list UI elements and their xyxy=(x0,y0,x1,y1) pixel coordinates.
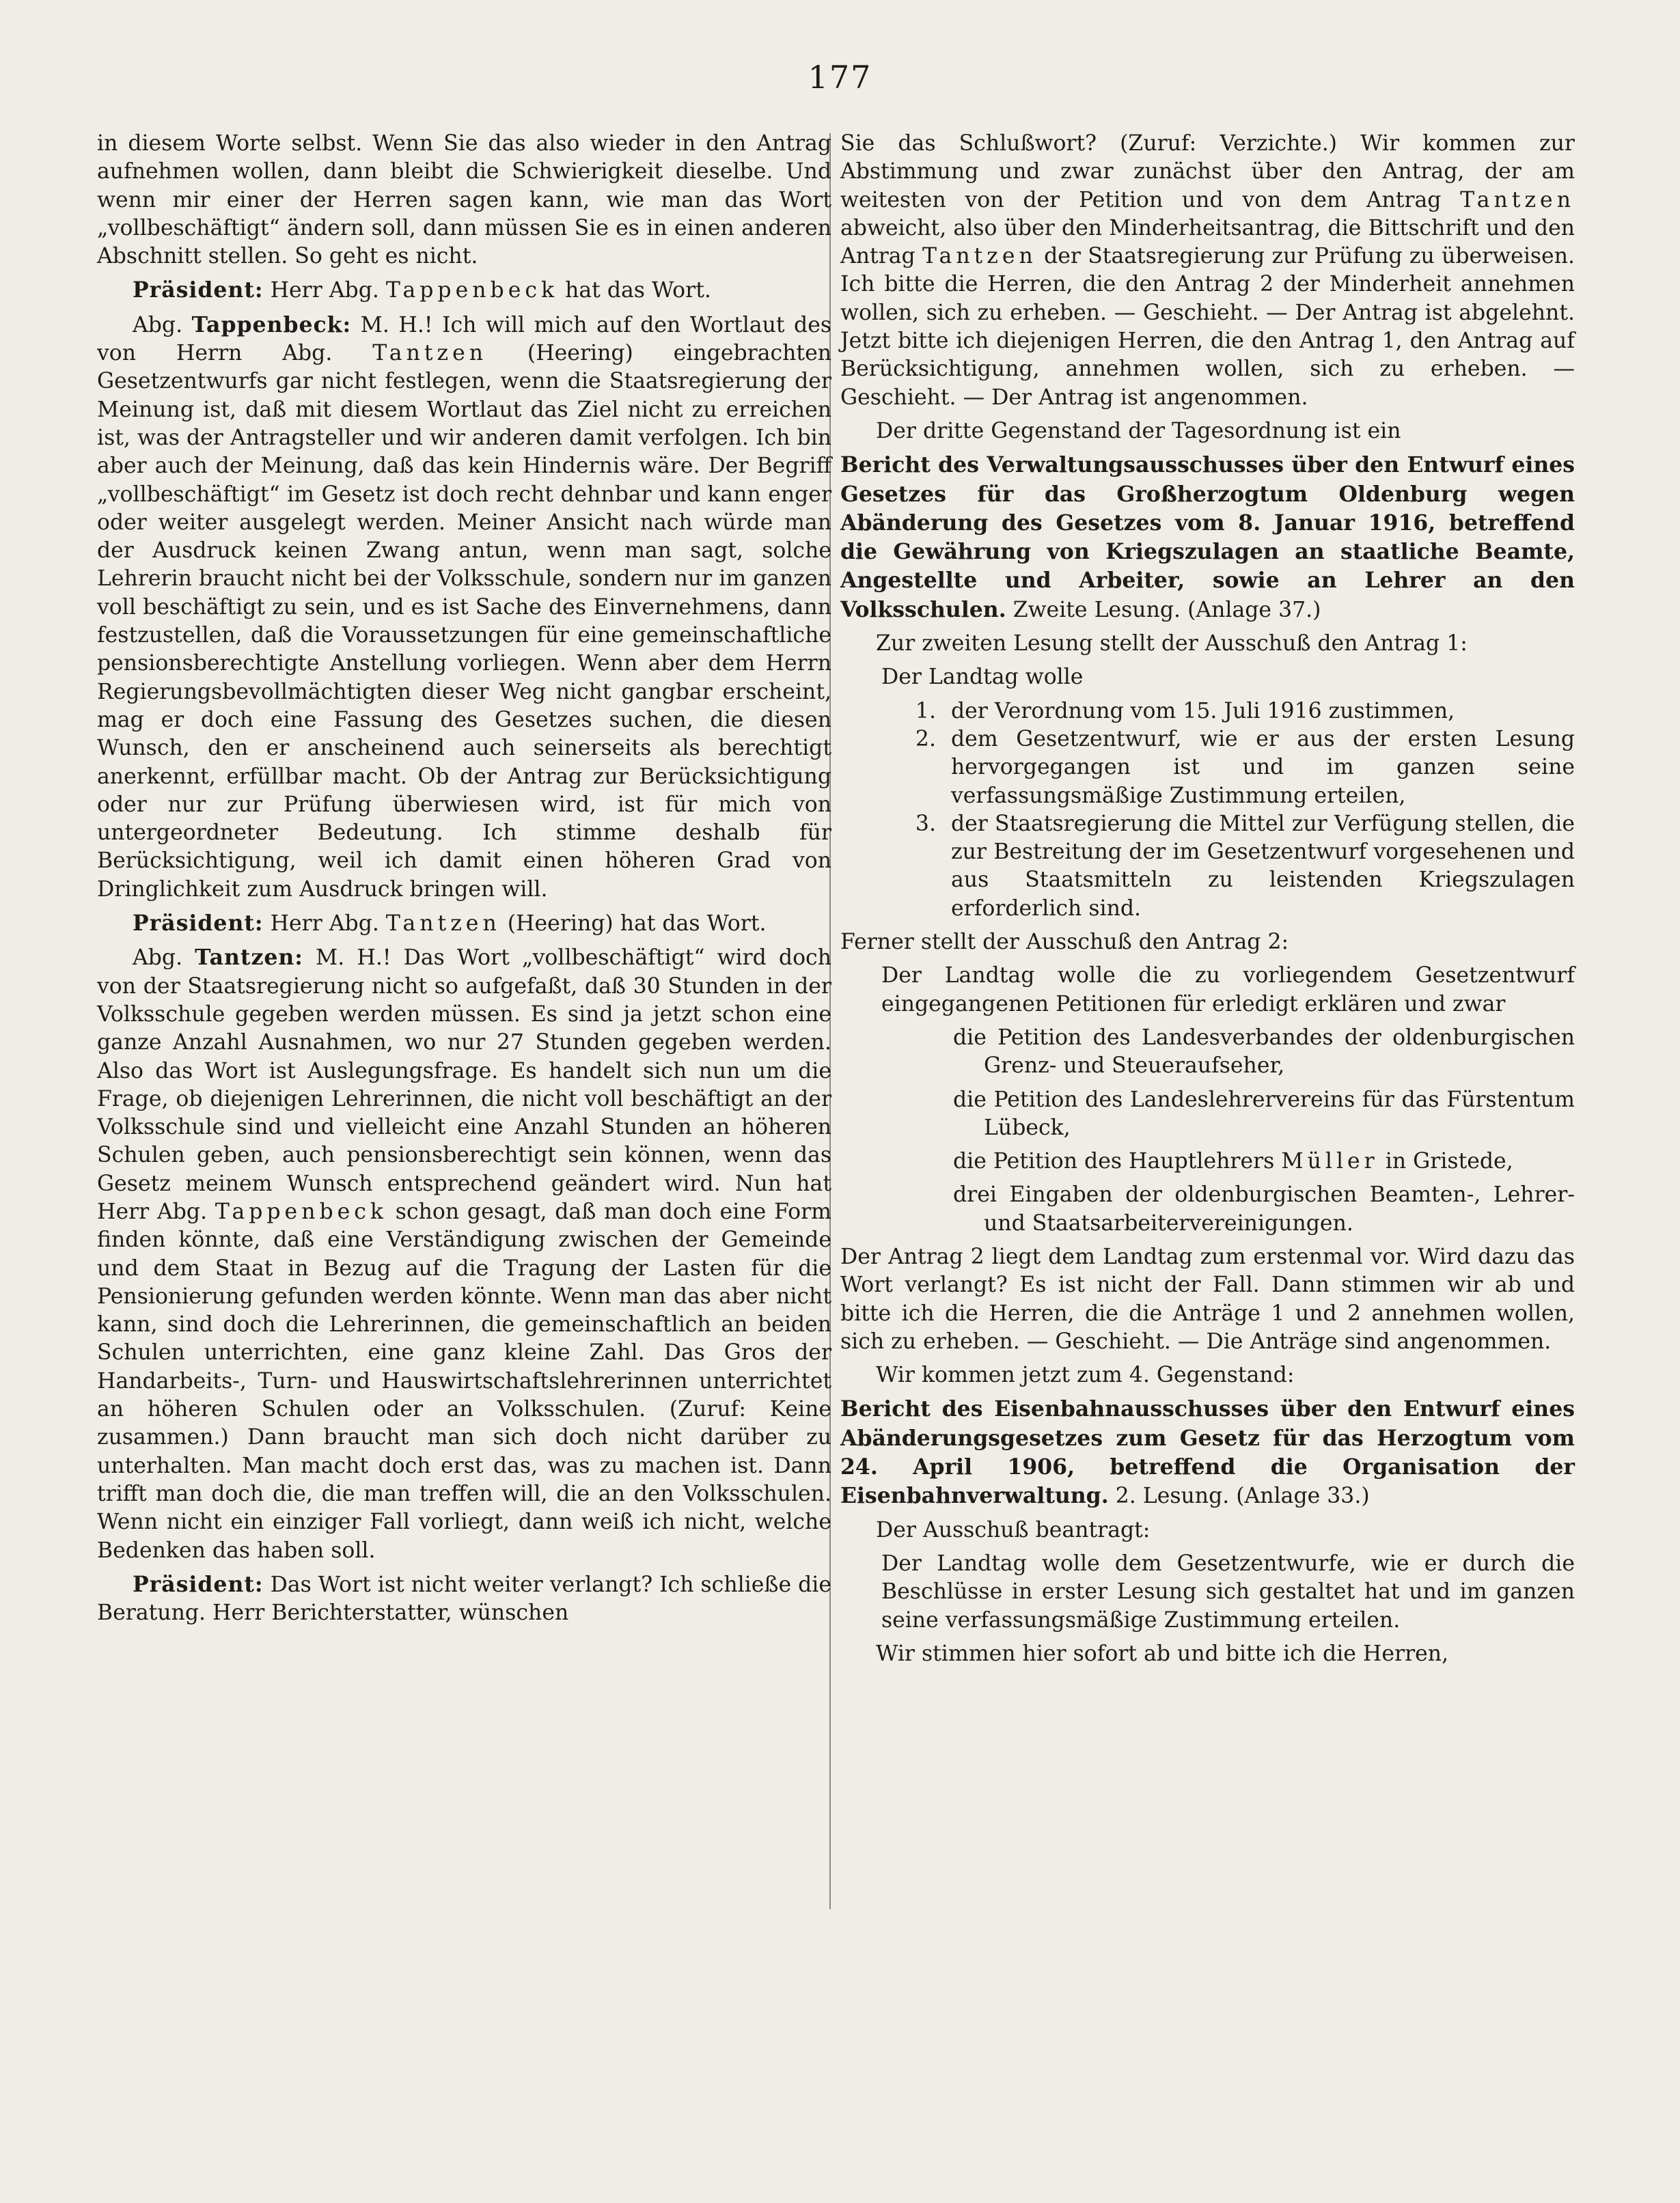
paragraph: Präsident: Herr Abg. Tappenbeck hat das Wort. xyxy=(133,277,711,303)
agenda-item: Bericht des Eisenbahnausschusses über den Entwurf eines Abänderungsgesetzes zum Gesetz für das Herzogtum vom 24. April 1906, betreffend die Organisation der Eisenbahnverwaltung. 2. Lesung. (Anlage 33.) xyxy=(840,1396,1575,1509)
paragraph: Abg. Tappenbeck: M. H.! Ich will mich auf den Wortlaut des von Herrn Abg. Tantzen (Heering) eingebrachten Gesetzentwurfs gar nicht festlegen, wenn die Staatsregierung der Meinung ist, daß mit diesem Wortlaut das Ziel nicht zu erreichen ist, was der Antragsteller und wir anderen damit verfolgen. Ich bin aber auch der Meinung, daß das kein Hindernis wäre. Der Begriff „vollbeschäftigt“ im Gesetz ist doch recht dehnbar und kann enger oder weiter ausgelegt werden. Meiner Ansicht nach würde man der Ausdruck keinen Zwang antun, wenn man sagt, solche Lehrerin braucht nicht bei der Volksschule, sondern nur im ganzen voll beschäftigt zu sein, und es ist Sache des Einvernehmens, dann festzustellen, daß die Voraussetzungen für eine gemeinschaftliche pensionsberechtigte Anstellung vorliegen. Wenn aber dem Herrn Regierungsbevollmächtigten dieser Weg nicht gangbar erscheint, mag er doch eine Fassung des Gesetzes suchen, die diesen Wunsch, den er anscheinend auch seinerseits als berechtigt anerkennt, erfüllbar macht. Ob der Antrag zur Berücksichtigung oder nur zur Prüfung überwiesen wird, ist für mich von untergeordneter Bedeutung. Ich stimme deshalb für Berücksichtigung, weil ich damit einen höheren Grad von Dringlichkeit zum Ausdruck bringen will. xyxy=(97,311,832,902)
member-name: Tantzen xyxy=(385,911,501,937)
paragraph: Präsident: Herr Abg. Tantzen (Heering) hat das Wort. xyxy=(133,911,767,937)
right-column xyxy=(840,130,1575,1674)
page-number: 177 xyxy=(808,59,872,96)
paragraph: Ferner stellt der Ausschuß den Antrag 2: xyxy=(840,930,1289,955)
speaker-label: Präsident: xyxy=(133,911,264,937)
paragraph: Wir kommen jetzt zum 4. Gegenstand: xyxy=(876,1363,1295,1388)
petition-item: die Petition des Landeslehrervereins für das Fürstentum Lübeck, xyxy=(953,1087,1575,1140)
report-title: Bericht des Eisenbahnausschusses über den Entwurf eines Abänderungsgesetzes zum Gesetz für das Herzogtum vom 24. April 1906, betreffend die Organisation der Eisenbahnverwaltung. xyxy=(840,1396,1575,1509)
paragraph: Der Ausschuß beantragt: xyxy=(876,1517,1151,1542)
paragraph: Sie das Schlußwort? (Zuruf: Verzichte.) Wir kommen zur Abstimmung und zwar zunächst über den Antrag, der am weitesten von der Petition und von dem Antrag Tantzen abweicht, also über den Minderheitsantrag, die Bittschrift und den Antrag Tantzen der Staatsregierung zur Prüfung zu überweisen. Ich bitte die Herren, die den Antrag 2 der Minderheit annehmen wollen, sich zu erheben. — Geschieht. — Der Antrag ist abgelehnt. Jetzt bitte ich diejenigen Herren, die den Antrag 1, den Antrag auf Berücksichtigung, annehmen wollen, sich zu erheben. — Geschieht. — Der Antrag ist angenommen. xyxy=(840,131,1575,410)
petition-item: drei Eingaben der oldenburgischen Beamten-, Lehrer- und Staatsarbeitervereinigungen. xyxy=(953,1182,1575,1236)
paragraph: Zur zweiten Lesung stellt der Ausschuß den Antrag 1: xyxy=(876,631,1468,656)
paragraph: Der Landtag wolle die zu vorliegendem Gesetzentwurf eingegangenen Petitionen für erledigt erklären und zwar xyxy=(881,963,1575,1016)
speaker-label: Präsident: xyxy=(133,1571,264,1597)
member-name: Tantzen xyxy=(372,341,488,366)
petition-item: die Petition des Landesverbandes der oldenburgischen Grenz- und Steueraufseher, xyxy=(953,1025,1575,1079)
member-name: Tantzen xyxy=(922,244,1037,269)
speaker-label: Präsident: xyxy=(133,277,264,303)
report-title: Bericht des Verwaltungsausschusses über den Entwurf eines Gesetzes für das Großherzogtum Oldenburg wegen Abänderung des Gesetzes vom 8. Januar 1916, betreffend die Gewährung von Kriegszulagen an staatliche Beamte, Angestellte und Arbeiter, sowie an Lehrer an den Volksschulen. xyxy=(840,452,1575,622)
paragraph: in diesem Worte selbst. Wenn Sie das also wieder in den Antrag aufnehmen wollen, dann bleibt die Schwierigkeit dieselbe. Und wenn mir einer der Herren sagen kann, wie man das Wort „vollbeschäftigt“ ändern soll, dann müssen Sie es in einen anderen Abschnitt stellen. So geht es nicht. xyxy=(97,131,831,269)
agenda-item: Bericht des Verwaltungsausschusses über den Entwurf eines Gesetzes für das Großherzogtum Oldenburg wegen Abänderung des Gesetzes vom 8. Januar 1916, betreffend die Gewährung von Kriegszulagen an staatliche Beamte, Angestellte und Arbeiter, sowie an Lehrer an den Volksschulen. Zweite Lesung. (Anlage 37.) xyxy=(840,452,1575,622)
petition-item: die Petition des Hauptlehrers Müller in Gristede, xyxy=(953,1149,1513,1174)
list-item: 2. dem Gesetzentwurf, wie er aus der ersten Lesung hervorgegangen ist und im ganzen seine verfassungsmäßige Zustimmung erteilen, xyxy=(943,725,1575,810)
motion-list xyxy=(840,697,1575,923)
paragraph: Präsident: Das Wort ist nicht weiter verlangt? Ich schließe die Beratung. Herr Berichterstatter, wünschen xyxy=(97,1571,831,1626)
member-name: Tappenbeck xyxy=(385,278,559,303)
list-item: 3. der Staatsregierung die Mittel zur Verfügung stellen, die zur Bestreitung der im Gesetzentwurf vorgesehenen und aus Staatsmitteln zu leistenden Kriegszulagen erforderlich sind. xyxy=(943,810,1575,923)
list-item: 1. der Verordnung vom 15. Juli 1916 zustimmen, xyxy=(943,697,1575,725)
speaker-label: Tappenbeck: xyxy=(191,311,352,337)
paragraph: Der Landtag wolle dem Gesetzentwurfe, wie er durch die Beschlüsse in erster Lesung sich gestaltet hat und im ganzen seine verfassungsmäßige Zustimmung erteilen. xyxy=(881,1551,1575,1633)
paragraph: Der Antrag 2 liegt dem Landtag zum erstenmal vor. Wird dazu das Wort verlangt? Es ist nicht der Fall. Dann stimmen wir ab und bitte ich die Herren, die die Anträge 1 und 2 annehmen wollen, sich zu erheben. — Geschieht. — Die Anträge sind angenommen. xyxy=(840,1244,1575,1354)
speaker-label: Tantzen: xyxy=(195,945,303,971)
member-name: Müller xyxy=(1281,1149,1379,1174)
left-column xyxy=(97,130,831,1633)
paragraph: Der dritte Gegenstand der Tagesordnung ist ein xyxy=(876,418,1401,443)
member-name: Tantzen xyxy=(1460,187,1575,212)
paragraph: Abg. Tantzen: M. H.! Das Wort „vollbeschäftigt“ wird doch von der Staatsregierung nicht so aufgefaßt, daß 30 Stunden in der Volksschule gegeben werden müssen. Es sind ja jetzt schon eine ganze Anzahl Ausnahmen, wo nur 27 Stunden gegeben werden. Also das Wort ist Auslegungsfrage. Es handelt sich nun um die Frage, ob diejenigen Lehrerinnen, die nicht voll beschäftigt an der Volksschule sind und vielleicht eine Anzahl Stunden an höheren Schulen geben, auch pensionsberechtigt sein können, wenn das Gesetz meinem Wunsch entsprechend geändert wird. Nun hat Herr Abg. Tappenbeck schon gesagt, daß man doch eine Form finden könnte, daß eine Verständigung zwischen der Gemeinde und dem Staat in Bezug auf die Tragung der Lasten für die Pensionierung gefunden werden könnte. Wenn man das aber nicht kann, sind doch die Lehrerinnen, die gemeinschaftlich an beiden Schulen unterrichten, eine ganz kleine Zahl. Das Gros der Handarbeits-, Turn- und Hauswirtschaftslehrerinnen unterrichtet an höheren Schulen oder an Volksschulen. (Zuruf: Keine zusammen.) Dann braucht man sich doch nicht darüber zu unterhalten. Man macht doch erst das, was zu machen ist. Dann trifft man doch die, die man treffen will, die an den Volksschulen. Wenn nicht ein einziger Fall vorliegt, dann weiß ich nicht, welche Bedenken das haben soll. xyxy=(97,945,832,1563)
member-name: Tappenbeck xyxy=(215,1199,388,1224)
paragraph: Der Landtag wolle xyxy=(881,665,1084,690)
paragraph: Wir stimmen hier sofort ab und bitte ich die Herren, xyxy=(876,1641,1449,1666)
